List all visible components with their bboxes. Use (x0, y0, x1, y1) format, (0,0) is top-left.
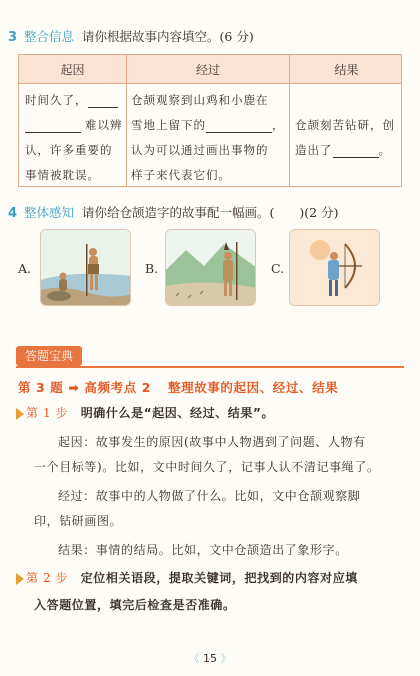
process-line-3: 认为可以通过画出事物的 (131, 143, 269, 157)
process-explanation-line-2: 印，钻研画图。 (34, 514, 123, 528)
cause-explanation-line-2: 一个目标等)。比如，文中时间久了，记事人认不清记事绳了。 (34, 460, 380, 474)
result-line-2: 造出了 。 (295, 143, 391, 157)
q3-header (8, 27, 254, 45)
answer-heading: 第 3 题 ➡ 高频考点 2 整理故事的起因、经过、结果 (18, 380, 339, 395)
arrow-icon: ➡ (68, 380, 80, 395)
option-c-illustration[interactable] (289, 229, 380, 306)
blank-input[interactable] (333, 145, 379, 158)
step-marker-icon (16, 408, 24, 420)
cause-line-4: 事情被耽误。 (25, 168, 100, 182)
header-result: 结果 (334, 63, 359, 77)
cause-line-2: 难以辨 (25, 117, 123, 133)
option-b-label[interactable]: B. (145, 261, 159, 276)
result-explanation: 结果：事情的结局。比如，文中仓颉造出了象形字。 (58, 543, 348, 557)
option-b-illustration[interactable] (165, 229, 256, 306)
header-process: 经过 (195, 63, 220, 77)
step2-line-2: 入答题位置，填完后检查是否准确。 (34, 598, 236, 612)
q3-prompt: 请你根据故事内容填空。(6 分) (82, 29, 254, 44)
story-table (18, 54, 402, 187)
option-a-illustration[interactable] (40, 229, 131, 306)
blank-input[interactable] (25, 120, 81, 133)
q4-prompt: 请你给仓颉造字的故事配一幅画。( )(2 分) (82, 205, 339, 220)
q3-number: 3 (8, 30, 18, 45)
q4-number: 4 (8, 206, 18, 221)
cause-explanation-line-1: 起因：故事发生的原因(故事中人物遇到了问题、人物有 (58, 435, 366, 449)
option-c-label[interactable]: C. (271, 261, 285, 276)
chevron-right-icon: 》 (220, 652, 232, 665)
cause-line-3: 认，许多重要的 (25, 143, 113, 157)
q4-header (8, 203, 338, 221)
cause-line-1: 时间久了， (25, 92, 118, 108)
q4-tag: 整体感知 (24, 205, 75, 220)
header-cause: 起因 (60, 63, 85, 77)
process-line-2: 雪地上留下的 ， (131, 118, 285, 132)
process-line-4: 样子来代表它们。 (131, 168, 231, 182)
process-line-1: 仓颉观察到山鸡和小鹿在 (131, 93, 269, 107)
chevron-left-icon: 《 (188, 652, 200, 665)
result-line-1: 仓颉刻苦钻研，创 (295, 118, 395, 132)
blank-input[interactable] (206, 120, 272, 133)
option-a-label[interactable]: A. (18, 261, 32, 276)
q3-tag: 整合信息 (24, 29, 75, 44)
answer-guide-badge: 答题宝典 (16, 346, 82, 366)
blank-input[interactable] (88, 95, 118, 108)
step2: 第 2 步 定位相关语段，提取关键词，把找到的内容对应填 (16, 569, 358, 586)
step1: 第 1 步 明确什么是“起因、经过、结果”。 (16, 404, 274, 421)
step-marker-icon (16, 573, 24, 585)
process-explanation-line-1: 经过：故事中的人物做了什么。比如，文中仓颉观察脚 (58, 489, 361, 503)
page-number: 《 15 》 (188, 652, 232, 665)
